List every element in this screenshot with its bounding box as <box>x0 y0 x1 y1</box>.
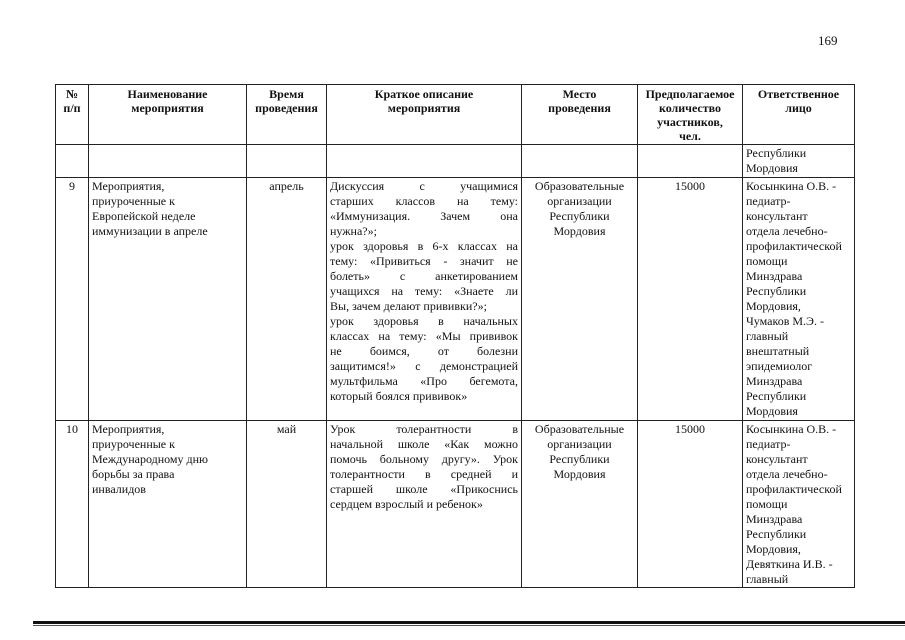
header-resp: Ответственное лицо <box>743 85 855 145</box>
table-header-row <box>56 85 855 145</box>
header-count: Предполагаемое количество участников, чел. <box>638 85 743 145</box>
cell-desc: Урок толерантности в начальной школе «Как можно помочь больному другу». Урок толерантности в средней и старшей школе «Прикоснись сердцем взрослый и ребенок» <box>327 421 522 588</box>
cell-count: 15000 <box>638 178 743 421</box>
cell-time: май <box>247 421 327 588</box>
page-number: 169 <box>818 33 838 48</box>
table-row <box>56 178 855 421</box>
cell-place: Образовательные организации Республики Мордовия <box>522 421 638 588</box>
table-row-continuation <box>56 145 855 178</box>
cell-time: апрель <box>247 178 327 421</box>
cell-time <box>247 145 327 178</box>
cell-desc: Дискуссия с учащимися старших классов на тему: «Иммунизация. Зачем она нужна?»; урок здоровья в 6-х классах на тему: «Привиться - значит не болеть» с анкетированием учащихся на тему: «Знаете ли Вы, зачем делают прививки?»; урок здоровья в начальных классах на тему: «Мы прививок не боимся, от болезни защитимся!» с демонстрацией мультфильма «Про бегемота, который боялся прививок» <box>327 178 522 421</box>
cell-resp: Республики Мордовия <box>743 145 855 178</box>
cell-num: 10 <box>56 421 89 588</box>
cell-num: 9 <box>56 178 89 421</box>
cell-name: Мероприятия, приуроченные к Европейской неделе иммунизации в апреле <box>89 178 247 421</box>
events-table <box>55 84 855 588</box>
cell-place <box>522 145 638 178</box>
cell-name: Мероприятия, приуроченные к Международному дню борьбы за права инвалидов <box>89 421 247 588</box>
header-num: № п/п <box>56 85 89 145</box>
cell-resp: Косынкина О.В. - педиатр- консультант отдела лечебно- профилактической помощи Минздрава Республики Мордовия, Чумаков М.Э. - главный внештатный эпидемиолог Минздрава Республики Мордовия <box>743 178 855 421</box>
cell-resp: Косынкина О.В. - педиатр- консультант отдела лечебно- профилактической помощи Минздрава Республики Мордовия, Девяткина И.В. - главный <box>743 421 855 588</box>
cell-name <box>89 145 247 178</box>
footer-rule-thin <box>33 625 905 626</box>
cell-place: Образовательные организации Республики Мордовия <box>522 178 638 421</box>
cell-count: 15000 <box>638 421 743 588</box>
header-name: Наименование мероприятия <box>89 85 247 145</box>
header-time: Время проведения <box>247 85 327 145</box>
cell-count <box>638 145 743 178</box>
header-desc: Краткое описание мероприятия <box>327 85 522 145</box>
header-place: Место проведения <box>522 85 638 145</box>
cell-num <box>56 145 89 178</box>
footer-rule <box>33 621 905 624</box>
cell-desc <box>327 145 522 178</box>
table-row <box>56 421 855 588</box>
